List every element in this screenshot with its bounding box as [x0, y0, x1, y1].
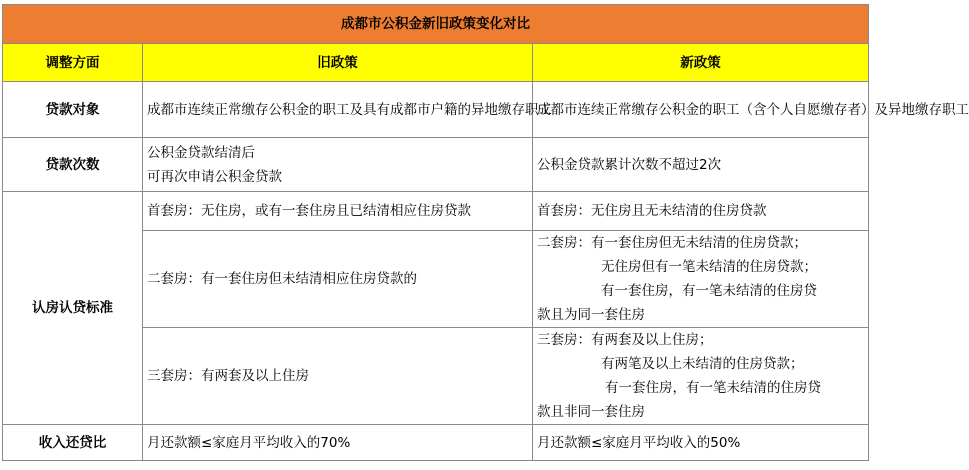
row-income-ratio — [3, 425, 869, 461]
new-loan-target: 成都市连续正常缴存公积金的职工（含个人自愿缴存者）及异地缴存职工 — [533, 82, 869, 138]
row-label-income-ratio: 收入还贷比 — [3, 425, 143, 461]
old-third-home: 三套房：有两套及以上住房 — [143, 328, 533, 425]
row-label-loan-target: 贷款对象 — [3, 82, 143, 138]
new-third-home — [533, 328, 869, 425]
new-second-home-line: 无住房但有一笔未结清的住房贷款； — [601, 259, 817, 275]
old-loan-target: 成都市连续正常缴存公积金的职工及具有成都市户籍的异地缴存职工 — [143, 82, 533, 138]
header-aspect: 调整方面 — [3, 44, 143, 82]
header-old-policy: 旧政策 — [143, 44, 533, 82]
new-first-home: 首套房：无住房且无未结清的住房贷款 — [533, 192, 869, 231]
new-second-home-line: 有一套住房，有一笔未结清的住房贷 — [601, 283, 817, 299]
header-new-policy: 新政策 — [533, 44, 869, 82]
new-loan-times: 公积金贷款累计次数不超过2次 — [533, 138, 869, 192]
old-loan-times — [143, 138, 533, 192]
row-label-loan-times: 贷款次数 — [3, 138, 143, 192]
new-third-home-line: 三套房：有两套及以上住房； — [537, 332, 713, 348]
old-loan-times-line: 公积金贷款结清后 — [147, 144, 255, 161]
new-second-home-line: 款且为同一套住房 — [537, 307, 645, 323]
new-third-home-line: 款且非同一套住房 — [537, 404, 645, 420]
row-loan-target — [3, 82, 869, 138]
new-third-home-line: 有一套住房，有一笔未结清的住房贷 — [605, 380, 821, 396]
row-loan-times — [3, 138, 869, 192]
header-row — [3, 44, 869, 82]
new-income-ratio: 月还款额≤家庭月平均收入的50% — [533, 425, 869, 461]
new-third-home-line: 有两笔及以上未结清的住房贷款； — [601, 356, 804, 372]
old-income-ratio: 月还款额≤家庭月平均收入的70% — [143, 425, 533, 461]
row-first-home — [3, 192, 869, 231]
new-second-home-line: 二套房：有一套住房但无未结清的住房贷款； — [537, 235, 807, 251]
old-first-home: 首套房：无住房，或有一套住房且已结清相应住房贷款 — [143, 192, 533, 231]
new-second-home — [533, 231, 869, 328]
table-title: 成都市公积金新旧政策变化对比 — [3, 5, 869, 44]
row-label-standard: 认房认贷标准 — [3, 192, 143, 425]
policy-comparison-table — [2, 4, 969, 461]
old-second-home: 二套房：有一套住房但未结清相应住房贷款的 — [143, 231, 533, 328]
old-loan-times-line: 可再次申请公积金贷款 — [147, 168, 282, 185]
title-row — [3, 5, 869, 44]
